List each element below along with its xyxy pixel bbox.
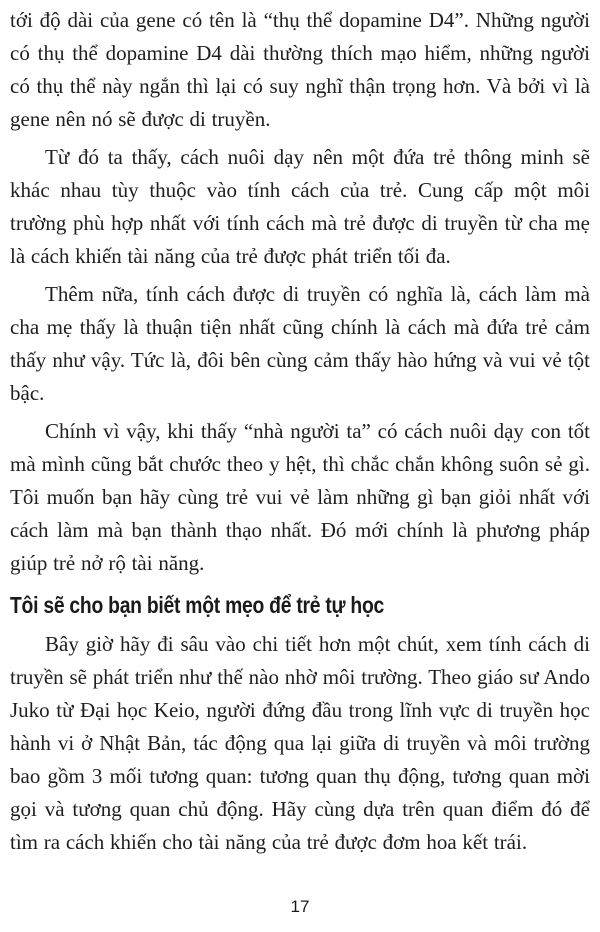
body-paragraph-1: tới độ dài của gene có tên là “thụ thể dopamine D4”. Những người có thụ thể dopamine D4 dài thường thích mạo hiểm, những người có thụ thể này ngắn thì lại có suy nghĩ thận trọng hơn. Và bởi vì là gene nên nó sẽ được di truyền. [10, 8, 590, 131]
body-paragraph-2: Từ đó ta thấy, cách nuôi dạy nên một đứa trẻ thông minh sẽ khác nhau tùy thuộc vào tính cách của trẻ. Cung cấp một môi trường phù hợp nhất với tính cách mà trẻ được di truyền từ cha mẹ là cách khiến tài năng của trẻ được phát triển tối đa. [10, 145, 590, 268]
section-heading: Tôi sẽ cho bạn biết một mẹo để trẻ tự học [10, 592, 385, 618]
page-number: 17 [0, 895, 600, 917]
body-paragraph-5: Bây giờ hãy đi sâu vào chi tiết hơn một chút, xem tính cách di truyền sẽ phát triển như thế nào nhờ môi trường. Theo giáo sư Ando Juko từ Đại học Keio, người đứng đầu trong lĩnh vực di truyền học hành vi ở Nhật Bản, tác động qua lại giữa di truyền và môi trường bao gồm 3 mối tương quan: tương quan thụ động, tương quan mời gọi và tương quan chủ động. Hãy cùng dựa trên quan điểm đó để tìm ra cách khiến cho tài năng của trẻ được đơm hoa kết trái. [10, 632, 590, 854]
body-paragraph-3: Thêm nữa, tính cách được di truyền có nghĩa là, cách làm mà cha mẹ thấy là thuận tiện nhất cũng chính là cách mà đứa trẻ cảm thấy như vậy. Tức là, đôi bên cùng cảm thấy hào hứng và vui vẻ tột bậc. [10, 282, 590, 405]
page-body-text-column [10, 4, 590, 896]
body-paragraph-4: Chính vì vậy, khi thấy “nhà người ta” có cách nuôi dạy con tốt mà mình cũng bắt chước theo y hệt, thì chắc chắn không suôn sẻ gì. Tôi muốn bạn hãy cùng trẻ vui vẻ làm những gì bạn giỏi nhất với cách làm mà bạn thành thạo nhất. Đó mới chính là phương pháp giúp trẻ nở rộ tài năng. [10, 419, 590, 575]
